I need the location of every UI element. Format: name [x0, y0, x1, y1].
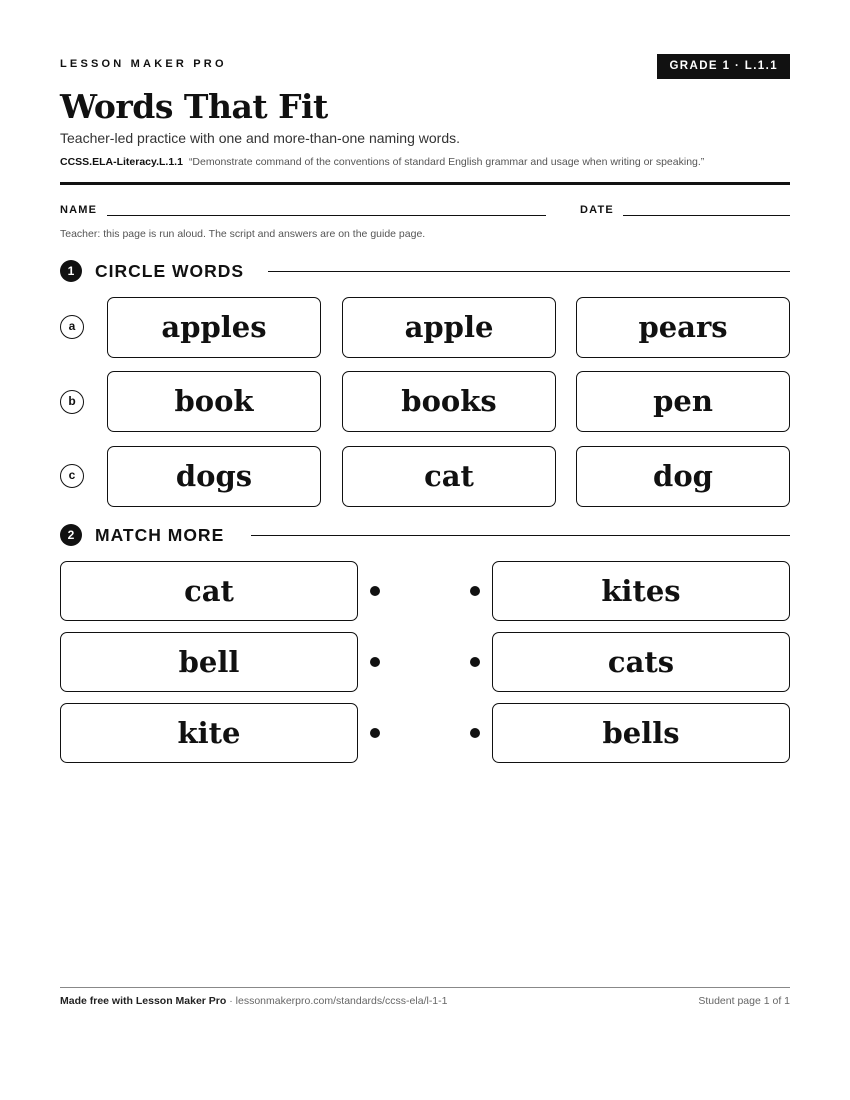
word-card-option[interactable]: books — [342, 371, 556, 432]
section-rule — [268, 271, 790, 272]
row-letter-b: b — [60, 390, 84, 414]
date-label: DATE — [580, 204, 614, 216]
word-card-option[interactable]: dogs — [107, 446, 321, 507]
word-card-option[interactable]: dog — [576, 446, 790, 507]
word-card-option[interactable]: apple — [342, 297, 556, 358]
section-match-more — [60, 523, 790, 547]
match-right-card[interactable]: cats — [492, 632, 790, 692]
name-field[interactable] — [107, 215, 546, 216]
match-right-dot[interactable] — [470, 728, 480, 738]
match-right-card[interactable]: kites — [492, 561, 790, 621]
match-left-card[interactable]: kite — [60, 703, 358, 763]
match-right-dot[interactable] — [470, 586, 480, 596]
standard-text: “Demonstrate command of the conventions of standard English grammar and usage when writing or speaking.” — [188, 156, 705, 168]
name-label: NAME — [60, 204, 98, 216]
match-left-dot[interactable] — [370, 657, 380, 667]
word-card-option[interactable]: book — [107, 371, 321, 432]
page-title: Words That Fit — [60, 87, 328, 126]
page-subtitle: Teacher-led practice with one and more-than-one naming words. — [60, 130, 460, 146]
match-left-card[interactable]: cat — [60, 561, 358, 621]
teacher-note: Teacher: this page is run aloud. The script and answers are on the guide page. — [60, 228, 426, 240]
footer-credit — [60, 995, 448, 1007]
standard-code: CCSS.ELA-Literacy.L.1.1 — [60, 156, 183, 168]
footer-page-info: Student page 1 of 1 — [698, 995, 790, 1007]
section-number-badge: 2 — [60, 524, 82, 546]
match-right-dot[interactable] — [470, 657, 480, 667]
row-letter-c: c — [60, 464, 84, 488]
section-number-badge: 1 — [60, 260, 82, 282]
section-rule — [251, 535, 790, 536]
match-left-dot[interactable] — [370, 586, 380, 596]
match-left-card[interactable]: bell — [60, 632, 358, 692]
grade-badge: GRADE 1 · L.1.1 — [657, 54, 790, 79]
brand-name: LESSON MAKER PRO — [60, 58, 227, 70]
section-title: MATCH MORE — [95, 523, 238, 547]
word-card-option[interactable]: pears — [576, 297, 790, 358]
word-card-option[interactable]: pen — [576, 371, 790, 432]
footer-made-with: Made free with Lesson Maker Pro — [60, 995, 227, 1007]
footer-url[interactable]: lessonmakerpro.com/standards/ccss-ela/l-1-1 — [235, 995, 448, 1007]
section-title: CIRCLE WORDS — [95, 259, 258, 283]
footer-divider — [60, 987, 790, 988]
section-circle-words — [60, 259, 790, 283]
match-left-dot[interactable] — [370, 728, 380, 738]
standard-line — [60, 156, 704, 168]
row-letter-a: a — [60, 315, 84, 339]
word-card-option[interactable]: cat — [342, 446, 556, 507]
match-right-card[interactable]: bells — [492, 703, 790, 763]
word-card-option[interactable]: apples — [107, 297, 321, 358]
header-divider — [60, 182, 790, 185]
date-field[interactable] — [623, 215, 790, 216]
footer-separator: · — [226, 995, 236, 1007]
worksheet-page — [60, 0, 790, 1100]
